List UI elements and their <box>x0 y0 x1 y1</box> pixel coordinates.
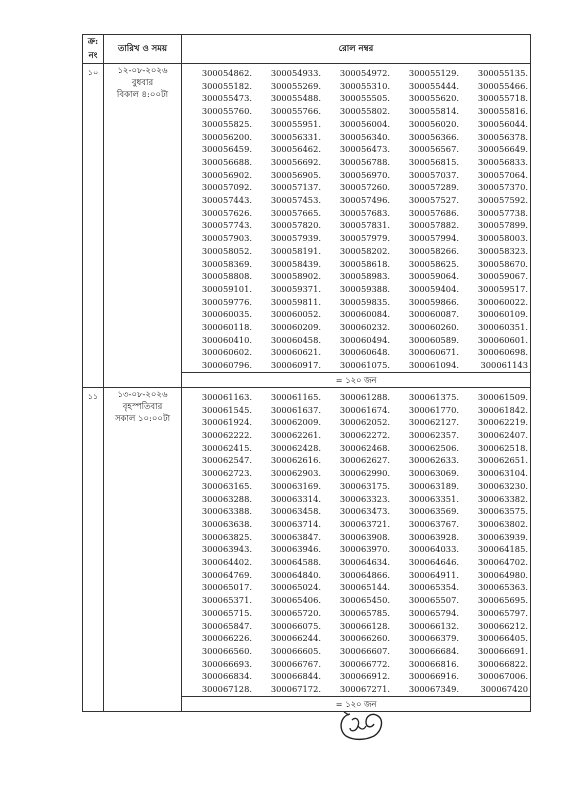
roll-number: 300056902. <box>201 169 252 180</box>
roll-number: 300065794. <box>408 607 459 618</box>
group-date: ১৩-০৮-২০২৬ <box>117 389 168 400</box>
roll-number: 300057979. <box>339 233 390 244</box>
roll-number: 300066405. <box>477 633 528 644</box>
roll-number: 300060260. <box>408 322 459 333</box>
roll-number: 300056649. <box>477 144 528 155</box>
roll-number: 300063388. <box>201 506 252 517</box>
roll-number: 300059776. <box>201 296 252 307</box>
group-total: = ১২০ জন <box>182 372 531 387</box>
roll-number: 300066226. <box>201 633 252 644</box>
roll-number: 300060410. <box>201 334 252 345</box>
roll-number: 300059835. <box>339 296 390 307</box>
roll-number: 300058439. <box>270 258 321 269</box>
roll-number: 300059388. <box>339 283 390 294</box>
roll-number: 300062468. <box>339 442 390 453</box>
roll-number: 300063569. <box>408 506 459 517</box>
roll-number: 300056366. <box>408 131 459 142</box>
group-day: বুধবার <box>131 78 154 88</box>
roll-number: 300066260. <box>339 633 390 644</box>
roll-number: 300062407. <box>477 429 528 440</box>
roll-number: 300057882. <box>408 220 459 231</box>
roll-table <box>82 34 531 712</box>
group-date-cell <box>104 387 182 711</box>
roll-number: 300060109. <box>477 309 528 320</box>
roll-number: 300066560. <box>201 645 252 656</box>
roll-number: 300066693. <box>201 658 252 669</box>
roll-number: 300056567. <box>408 144 459 155</box>
roll-number: 300061094. <box>408 360 459 371</box>
roll-number: 300058052. <box>201 245 252 256</box>
roll-number: 300055135. <box>477 68 528 78</box>
roll-number: 300067128. <box>201 684 252 695</box>
roll-number: 300055814. <box>408 106 459 117</box>
roll-number: 300059064. <box>408 271 459 282</box>
roll-number: 300058266. <box>408 245 459 256</box>
roll-number: 300056331. <box>270 131 321 142</box>
roll-number: 300061674. <box>339 404 390 415</box>
roll-number: 300066822. <box>477 658 528 669</box>
roll-number: 300059517. <box>477 283 528 294</box>
roll-number: 300065507. <box>408 595 459 606</box>
roll-number: 300066128. <box>339 620 390 631</box>
roll-number: 300057092. <box>201 182 252 193</box>
roll-number: 300055718. <box>477 93 528 104</box>
group-total: = ১২০ জন <box>182 696 531 711</box>
roll-number: 300060232. <box>339 322 390 333</box>
roll-number: 300058618. <box>339 258 390 269</box>
roll-number: 300065024. <box>270 582 321 593</box>
roll-number: 300062428. <box>270 442 321 453</box>
roll-number: 300065354. <box>408 582 459 593</box>
roll-number: 300058191. <box>270 245 321 256</box>
roll-number: 300063767. <box>408 518 459 529</box>
roll-number-grid <box>185 67 528 372</box>
roll-number: 300065847. <box>201 620 252 631</box>
roll-number: 300058808. <box>201 271 252 282</box>
roll-number: 300065785. <box>339 607 390 618</box>
roll-number: 300055466. <box>477 80 528 91</box>
roll-number: 300061165. <box>270 391 321 402</box>
roll-number: 300057289. <box>408 182 459 193</box>
roll-number: 300062723. <box>201 468 252 479</box>
roll-number: 300058670. <box>477 258 528 269</box>
roll-number: 300063802. <box>477 518 528 529</box>
roll-number: 300062547. <box>201 455 252 466</box>
roll-number: 300057260. <box>339 182 390 193</box>
roll-number: 300057037. <box>408 169 459 180</box>
roll-number: 300061545. <box>201 404 252 415</box>
roll-number: 300055505. <box>339 93 390 104</box>
roll-number: 300056688. <box>201 156 252 167</box>
roll-number: 300062272. <box>339 429 390 440</box>
roll-number: 300061075. <box>339 360 390 371</box>
roll-number: 300065371. <box>201 595 252 606</box>
roll-number: 300058003. <box>477 233 528 244</box>
roll-number: 300055310. <box>339 80 390 91</box>
roll-number: 300065797. <box>477 607 528 618</box>
group-row-1 <box>83 64 531 373</box>
roll-number: 300060796. <box>201 360 252 371</box>
roll-number: 300065720. <box>270 607 321 618</box>
group-date: ১২-০৮-২০২৬ <box>117 66 168 76</box>
roll-number: 300063575. <box>477 506 528 517</box>
roll-number: 300062415. <box>201 442 252 453</box>
roll-number: 300063721. <box>339 518 390 529</box>
roll-number: 300067271. <box>339 684 390 695</box>
roll-number: 300057527. <box>408 195 459 206</box>
roll-number: 300061375. <box>408 391 459 402</box>
roll-number: 300062616. <box>270 455 321 466</box>
roll-number: 300067172. <box>270 684 321 695</box>
roll-number: 300060118. <box>201 322 252 333</box>
roll-number: 300060648. <box>339 347 390 358</box>
roll-number: 300057496. <box>339 195 390 206</box>
roll-number: 300063714. <box>270 518 321 529</box>
roll-number: 300054972. <box>339 68 390 78</box>
roll-number: 300057831. <box>339 220 390 231</box>
roll-number: 300056200. <box>201 131 252 142</box>
roll-number: 300063351. <box>408 493 459 504</box>
signature-image <box>336 706 388 742</box>
roll-number: 300057899. <box>477 220 528 231</box>
roll-number: 300062506. <box>408 442 459 453</box>
roll-number: 300056970. <box>339 169 390 180</box>
roll-number: 300058202. <box>339 245 390 256</box>
roll-number: 300063458. <box>270 506 321 517</box>
roll-number: 300063825. <box>201 531 252 542</box>
roll-number: 300057994. <box>408 233 459 244</box>
roll-number: 300062518. <box>477 442 528 453</box>
roll-number: 300066605. <box>270 645 321 656</box>
roll-number: 300058369. <box>201 258 252 269</box>
roll-number: 300060621. <box>270 347 321 358</box>
roll-number: 300057453. <box>270 195 321 206</box>
roll-number: 300056340. <box>339 131 390 142</box>
header-roll-numbers: রোল নম্বর <box>182 35 531 64</box>
roll-number: 300063165. <box>201 480 252 491</box>
group-day: বৃহস্পতিবার <box>122 401 163 412</box>
roll-number: 300065715. <box>201 607 252 618</box>
roll-number: 300065363. <box>477 582 528 593</box>
group-date-cell <box>104 64 182 388</box>
roll-number: 300063928. <box>408 531 459 542</box>
roll-number: 300055182. <box>201 80 252 91</box>
roll-number: 300062052. <box>339 417 390 428</box>
roll-number: 300064588. <box>270 557 321 568</box>
roll-number: 300066212. <box>477 620 528 631</box>
header-date-time: তারিখ ও সময় <box>104 35 182 64</box>
roll-number: 300056004. <box>339 118 390 129</box>
roll-number: 300060035. <box>201 309 252 320</box>
roll-number: 300066684. <box>408 645 459 656</box>
roll-number: 300060698. <box>477 347 528 358</box>
roll-number: 300060351. <box>477 322 528 333</box>
roll-number: 300063189. <box>408 480 459 491</box>
roll-number: 300055620. <box>408 93 459 104</box>
roll-number: 300062127. <box>408 417 459 428</box>
roll-number: 300059101. <box>201 283 252 294</box>
roll-number: 300060602. <box>201 347 252 358</box>
roll-number: 300063939. <box>477 531 528 542</box>
roll-number: 300063288. <box>201 493 252 504</box>
roll-number: 300062009. <box>270 417 321 428</box>
roll-number: 300064840. <box>270 569 321 580</box>
roll-number: 300063323. <box>339 493 390 504</box>
roll-number: 300063473. <box>339 506 390 517</box>
roll-number: 300060087. <box>408 309 459 320</box>
roll-number: 300063970. <box>339 544 390 555</box>
roll-number: 300062627. <box>339 455 390 466</box>
header-serial: ক্র: নং <box>83 35 104 64</box>
roll-number: 300060601. <box>477 334 528 345</box>
roll-number: 300066834. <box>201 671 252 682</box>
roll-number: 300064911. <box>408 569 459 580</box>
roll-number: 300060917. <box>270 360 321 371</box>
roll-number: 300063175. <box>339 480 390 491</box>
roll-number: 300062357. <box>408 429 459 440</box>
roll-number: 300056692. <box>270 156 321 167</box>
roll-number-cell <box>182 387 531 696</box>
roll-number: 300059371. <box>270 283 321 294</box>
roll-number: 300060084. <box>339 309 390 320</box>
roll-number: 300059067. <box>477 271 528 282</box>
roll-number: 300057820. <box>270 220 321 231</box>
roll-number: 300060022. <box>477 296 528 307</box>
roll-number: 300055766. <box>270 106 321 117</box>
roll-number: 300062219. <box>477 417 528 428</box>
roll-number: 300064866. <box>339 569 390 580</box>
roll-number: 300058983. <box>339 271 390 282</box>
roll-number: 300056044. <box>477 118 528 129</box>
roll-number: 300057939. <box>270 233 321 244</box>
roll-number: 300066244. <box>270 633 321 644</box>
roll-number: 300055802. <box>339 106 390 117</box>
roll-number: 300063908. <box>339 531 390 542</box>
roll-number: 300054933. <box>270 68 321 78</box>
roll-number: 300056788. <box>339 156 390 167</box>
roll-number: 300055951. <box>270 118 321 129</box>
roll-number: 300063382. <box>477 493 528 504</box>
roll-number: 300066772. <box>339 658 390 669</box>
roll-number: 300056473. <box>339 144 390 155</box>
roll-number: 300055488. <box>270 93 321 104</box>
roll-number: 300057738. <box>477 207 528 218</box>
roll-number: 300062633. <box>408 455 459 466</box>
roll-number: 300066767. <box>270 658 321 669</box>
roll-number: 300066916. <box>408 671 459 682</box>
roll-number: 300055129. <box>408 68 459 78</box>
roll-number: 300055825. <box>201 118 252 129</box>
roll-number: 300064402. <box>201 557 252 568</box>
roll-number: 300055760. <box>201 106 252 117</box>
roll-number: 300061509. <box>477 391 528 402</box>
roll-number: 300064646. <box>408 557 459 568</box>
roll-number: 300066132. <box>408 620 459 631</box>
roll-number: 300057626. <box>201 207 252 218</box>
roll-number: 300060458. <box>270 334 321 345</box>
roll-number: 300065144. <box>339 582 390 593</box>
roll-number: 300056020. <box>408 118 459 129</box>
roll-number: 300062990. <box>339 468 390 479</box>
roll-number: 300057743. <box>201 220 252 231</box>
roll-number: 300055269. <box>270 80 321 91</box>
roll-number: 300057683. <box>339 207 390 218</box>
table-header-row <box>83 35 531 64</box>
roll-number: 300057686. <box>408 207 459 218</box>
roll-number: 300056833. <box>477 156 528 167</box>
group-row-2 <box>83 387 531 696</box>
roll-number: 300063230. <box>477 480 528 491</box>
roll-number: 300057592. <box>477 195 528 206</box>
roll-number: 300057903. <box>201 233 252 244</box>
roll-number-grid <box>185 391 528 696</box>
roll-number: 300056905. <box>270 169 321 180</box>
roll-number: 300059811. <box>270 296 321 307</box>
roll-number: 300064185. <box>477 544 528 555</box>
roll-number: 300064634. <box>339 557 390 568</box>
roll-number: 300063069. <box>408 468 459 479</box>
roll-number: 300062903. <box>270 468 321 479</box>
roll-number-cell <box>182 64 531 373</box>
roll-number: 300060671. <box>408 347 459 358</box>
roll-number: 300064980. <box>477 569 528 580</box>
roll-number: 300064769. <box>201 569 252 580</box>
roll-number: 300065695. <box>477 595 528 606</box>
roll-number: 300061163. <box>201 391 252 402</box>
roll-number: 300058902. <box>270 271 321 282</box>
roll-number: 300063847. <box>270 531 321 542</box>
roll-number: 300061637. <box>270 404 321 415</box>
roll-number: 300063946. <box>270 544 321 555</box>
roll-number: 300066075. <box>270 620 321 631</box>
roll-number: 300063638. <box>201 518 252 529</box>
roll-number: 300062261. <box>270 429 321 440</box>
roll-number: 300067006. <box>477 671 528 682</box>
roll-number: 300059866. <box>408 296 459 307</box>
roll-number: 300066379. <box>408 633 459 644</box>
roll-number: 300066844. <box>270 671 321 682</box>
roll-number: 300057370. <box>477 182 528 193</box>
roll-number: 300065017. <box>201 582 252 593</box>
group-serial: ১১ <box>83 387 104 711</box>
roll-number: 300063169. <box>270 480 321 491</box>
roll-number: 300057064. <box>477 169 528 180</box>
roll-number: 300067420 <box>480 684 528 695</box>
roll-number: 300061842. <box>477 404 528 415</box>
roll-number: 300065450. <box>339 595 390 606</box>
group-time: সকাল ১০:০০টা <box>114 413 171 424</box>
roll-number: 300057137. <box>270 182 321 193</box>
roll-number: 300058323. <box>477 245 528 256</box>
roll-number: 300063943. <box>201 544 252 555</box>
roll-number: 300055473. <box>201 93 252 104</box>
roll-number: 300060494. <box>339 334 390 345</box>
roll-number: 300066912. <box>339 671 390 682</box>
roll-number: 300065406. <box>270 595 321 606</box>
roll-number: 300067349. <box>408 684 459 695</box>
roll-number: 300056378. <box>477 131 528 142</box>
roll-number: 300057665. <box>270 207 321 218</box>
roll-number: 300064033. <box>408 544 459 555</box>
roll-number: 300060209. <box>270 322 321 333</box>
roll-number: 300066691. <box>477 645 528 656</box>
roll-number: 300066607. <box>339 645 390 656</box>
roll-number: 300061288. <box>339 391 390 402</box>
roll-number: 300056459. <box>201 144 252 155</box>
roll-number: 300055816. <box>477 106 528 117</box>
roll-number: 300062651. <box>477 455 528 466</box>
roll-number: 300060589. <box>408 334 459 345</box>
group-time: বিকাল ৪:০০টা <box>116 90 169 100</box>
roll-number: 300063104. <box>477 468 528 479</box>
roll-number: 300056815. <box>408 156 459 167</box>
roll-number: 300055444. <box>408 80 459 91</box>
roll-number: 300066816. <box>408 658 459 669</box>
roll-number: 300060052. <box>270 309 321 320</box>
roll-number: 300062222. <box>201 429 252 440</box>
roll-number: 300054862. <box>201 68 252 78</box>
roll-number: 300061143 <box>480 360 528 371</box>
roll-number: 300057443. <box>201 195 252 206</box>
roll-number: 300061924. <box>201 417 252 428</box>
roll-number: 300061770. <box>408 404 459 415</box>
group-serial: ১০ <box>83 64 104 388</box>
roll-number: 300064702. <box>477 557 528 568</box>
roll-number: 300063314. <box>270 493 321 504</box>
roll-number: 300059404. <box>408 283 459 294</box>
roll-number: 300056462. <box>270 144 321 155</box>
roll-number: 300058625. <box>408 258 459 269</box>
